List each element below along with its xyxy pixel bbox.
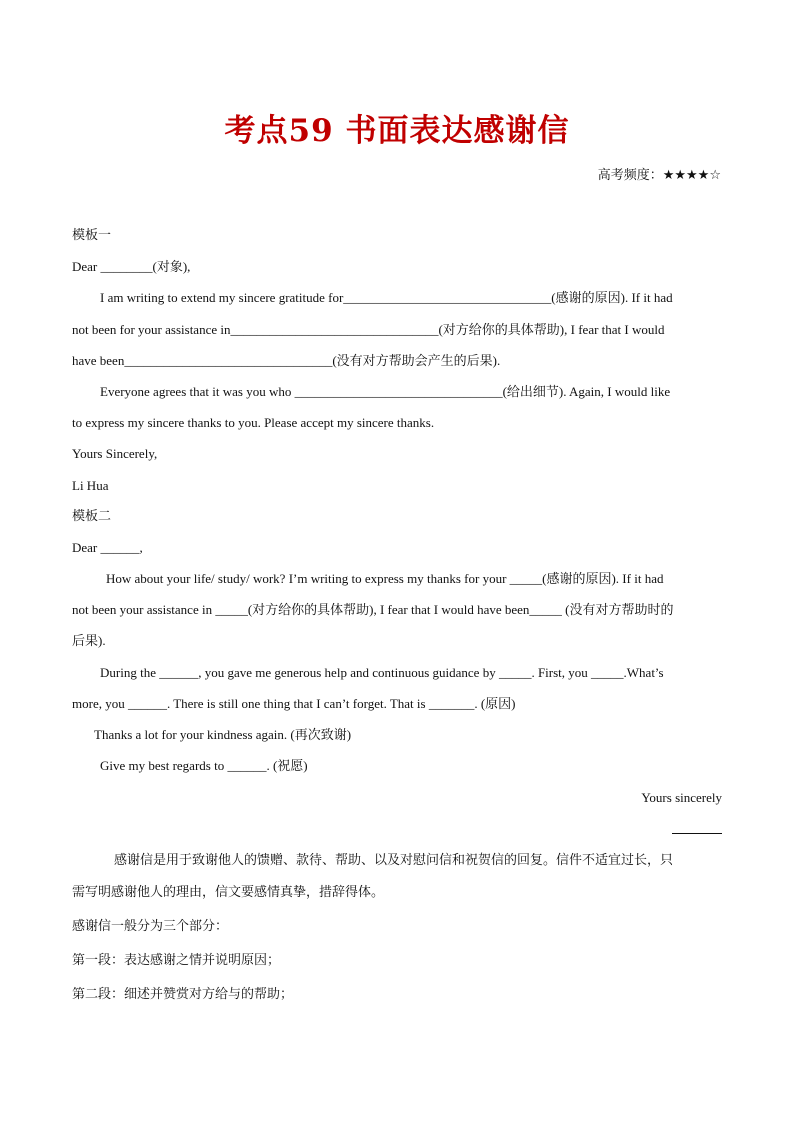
page-title: 考点59 书面表达感谢信 xyxy=(224,113,570,149)
template2-paragraph2-line2: more, you ______. There is still one thing that I can’t forget. That is _______. (原因) xyxy=(72,696,516,711)
template1-paragraph2-line1: Everyone agrees that it was you who ________________________________(给出细节). Again, I would like xyxy=(100,384,671,399)
template2-paragraph1-line3: 后果). xyxy=(72,633,106,648)
frequency-label: 高考频度： xyxy=(597,168,663,183)
template1-paragraph1-line3: have been________________________________(没有对方帮助会产生的后果). xyxy=(72,353,501,368)
notes-intro-line2: 需写明感谢他人的理由，信文要感情真挚，措辞得体。 xyxy=(72,885,385,900)
template2-closing: Yours sincerely xyxy=(641,790,722,805)
template2-paragraph1-line1: How about your life/ study/ work? I’m writing to express my thanks for your _____(感谢的原因). If it had xyxy=(106,571,664,586)
template2-salutation: Dear ______, xyxy=(72,540,143,555)
notes-intro-line1: 感谢信是用于致谢他人的馈赠、款待、帮助、以及对慰问信和祝贺信的回复。信件不适宜过长，只 xyxy=(114,853,674,868)
frequency-rating xyxy=(598,164,721,183)
template1-paragraph1-line1: I am writing to extend my sincere gratitude for________________________________(感谢的原因). If it had xyxy=(100,290,673,305)
frequency-stars: ★★★★☆ xyxy=(662,168,721,183)
template1-salutation: Dear ________(对象), xyxy=(72,259,191,274)
template1-paragraph1-line2: not been for your assistance in________________________________(对方给你的具体帮助), I fear that I would xyxy=(72,322,665,337)
template2-paragraph2-line1: During the ______, you gave me generous help and continuous guidance by _____. First, you _____.What’s xyxy=(100,665,664,680)
template1-closing: Yours Sincerely, xyxy=(72,446,158,461)
template2-paragraph3: Thanks a lot for your kindness again. (再次致谢) xyxy=(94,727,352,742)
template1-signature: Li Hua xyxy=(72,478,109,493)
template2-paragraph4: Give my best regards to ______. (祝愿) xyxy=(100,758,308,773)
notes-part2: 第二段：细述并赞赏对方给与的帮助； xyxy=(72,987,294,1002)
notes-parts-intro: 感谢信一般分为三个部分： xyxy=(72,919,229,934)
notes-part1: 第一段：表达感谢之情并说明原因； xyxy=(72,953,281,968)
template1-paragraph2-line2: to express my sincere thanks to you. Please accept my sincere thanks. xyxy=(72,415,435,430)
template2-paragraph1-line2: not been your assistance in _____(对方给你的具体帮助), I fear that I would have been_____ (没有对方帮助时的 xyxy=(72,602,674,617)
template2-heading: 模板二 xyxy=(72,509,112,524)
signature-blank-line xyxy=(672,833,722,834)
template1-heading: 模板一 xyxy=(72,228,112,243)
